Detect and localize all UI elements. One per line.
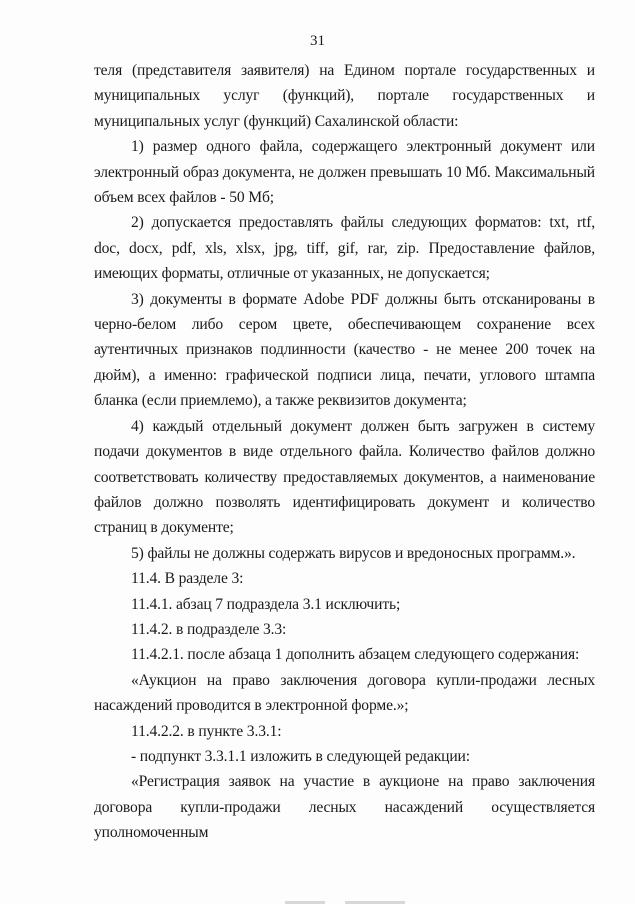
paragraph-p3: 3) документы в формате Adobe PDF должны быть отсканированы в черно-белом либо сером цвете, обеспечивающем сохранение всех аутентичных признаков подлинности (качество - не менее 200 точек на дюйм), а именно: графической подписи лица, печати, углового штампа бланка (если приемлемо), а также реквизитов документа; — [94, 290, 595, 410]
paragraph-p7: 11.4.1. абзац 7 подраздела 3.1 исключить; — [131, 595, 401, 613]
page-number: 31 — [310, 33, 325, 49]
paragraph-p9: 11.4.2.1. после абзаца 1 дополнить абзацем следующего содержания: — [131, 646, 580, 664]
paragraph-p0: теля (представителя заявителя) на Едином портале государственных и муниципальных услуг (функций), портале государственных и муниципальных услуг (функций) Сахалинской области: — [94, 62, 595, 130]
paragraph-p11: 11.4.2.2. в пункте 3.3.1: — [131, 722, 282, 740]
paragraph-p4: 4) каждый отдельный документ должен быть загружен в систему подачи документов в виде отдельного файла. Количество файлов должно соответствовать количеству предоставляемых документов, а наименование файлов должно позволять идентифицировать документ и количество страниц в документе; — [94, 417, 595, 537]
paragraph-p6: 11.4. В разделе 3: — [131, 570, 244, 588]
paragraph-p12: - подпункт 3.3.1.1 изложить в следующей редакции: — [131, 747, 470, 765]
document-body — [94, 58, 595, 846]
paragraph-p1: 1) размер одного файла, содержащего электронный документ или электронный образ документа, не должен превышать 10 Мб. Максимальный объем всех файлов - 50 Мб; — [94, 138, 595, 207]
paragraph-p8: 11.4.2. в подразделе 3.3: — [131, 620, 287, 638]
paragraph-p2: 2) допускается предоставлять файлы следующих форматов: txt, rtf, doc, docx, pdf, xls, xlsx, jpg, tiff, gif, rar, zip. Предоставление файлов, имеющих форматы, отличные от указанных, не допускается; — [94, 214, 595, 283]
paragraph-p10: «Аукцион на право заключения договора купли-продажи лесных насаждений проводится в электронной форме.»; — [94, 671, 595, 715]
paragraph-p5: 5) файлы не должны содержать вирусов и вредоносных программ.». — [131, 544, 576, 562]
paragraph-p13: «Регистрация заявок на участие в аукционе на право заключения договора купли-продажи лесных насаждений осуществляется уполномоченным — [94, 773, 595, 842]
